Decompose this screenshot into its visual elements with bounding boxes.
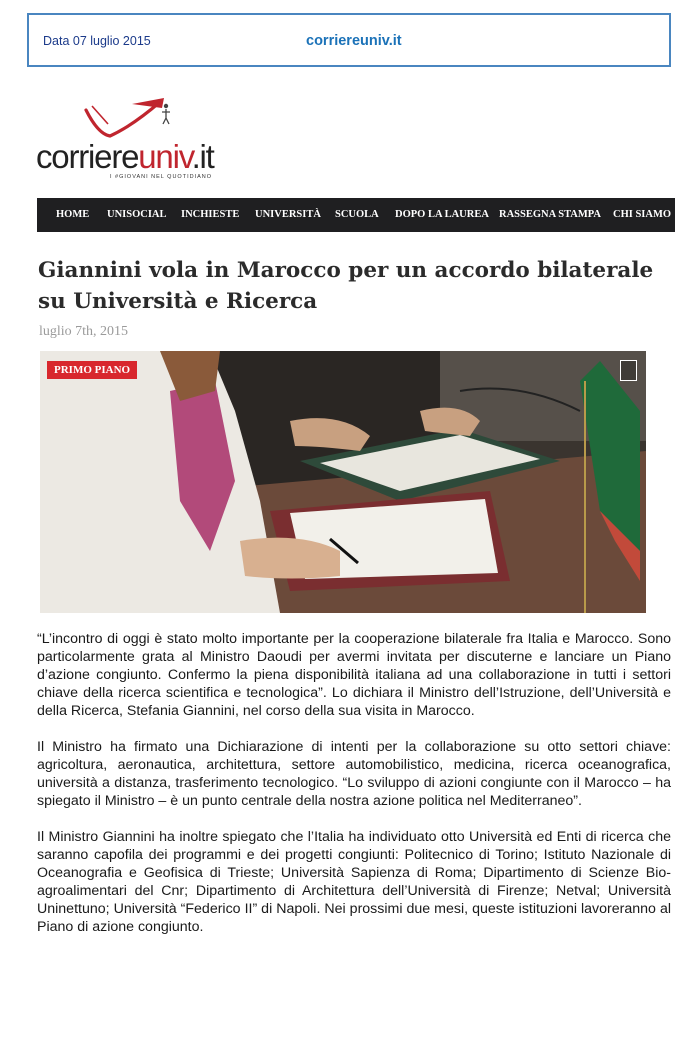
nav-universita[interactable]: UNIVERSITÀ <box>255 209 321 220</box>
nav-chi-siamo[interactable]: CHI SIAMO <box>613 209 672 220</box>
main-navigation <box>37 198 675 232</box>
article-date: luglio 7th, 2015 <box>39 324 129 339</box>
nav-scuola[interactable]: SCUOLA <box>335 209 379 220</box>
article-body <box>37 630 671 954</box>
logo-wordmark: corriereuniv.it <box>36 138 214 175</box>
clipping-header <box>27 13 671 67</box>
article-photo <box>40 351 646 613</box>
article-paragraph-1: “L’incontro di oggi è stato molto importante per la cooperazione bilaterale fra Italia e Marocco. Sono particolarmente grata al Ministro Daoudi per avermi invitata per discuterne e lanciare un Piano d’azione congiunto. Confermo la piena disponibilità italiana ad una collaborazione in tutti i settori chiave della ricerca scientifica e tecnologica”. Lo dichiara il Ministro dell’Istruzione, dell’Università e della Ricerca, Stefania Giannini, nel corso della sua visita in Marocco. <box>37 631 671 719</box>
nav-unisocial[interactable]: UNISOCIAL <box>107 209 167 220</box>
article-title: Giannini vola in Marocco per un accordo bilaterale su Università e Ricerca <box>38 258 654 314</box>
signing-ceremony-image <box>40 351 646 613</box>
clipping-source: corriereuniv.it <box>306 33 402 49</box>
logo-tagline: I #GIOVANI NEL QUOTIDIANO <box>110 174 213 180</box>
nav-dopo-la-laurea[interactable]: DOPO LA LAUREA <box>395 209 489 220</box>
expand-icon[interactable] <box>620 360 637 381</box>
article-paragraph-2: Il Ministro ha firmato una Dichiarazione di intenti per la collaborazione su otto settori chiave: agricoltura, aeronautica, architettura, settore automobilistico, medicina, ricerca oceanografica, università a distanza, trasferimento tecnologico. “Lo sviluppo di azioni congiunte con il Marocco – ha spiegato il Ministro – è un punto centrale della nostra azione politica nel Mediterraneo”. <box>37 739 671 809</box>
logo-check-icon <box>36 96 226 144</box>
article-paragraph-3: Il Ministro Giannini ha inoltre spiegato che l’Italia ha individuato otto Università ed Enti di ricerca che saranno capofila dei programmi e dei progetti congiunti: Politecnico di Torino; Istituto Nazionale di Oceanografia e Geofisica di Trieste; Università Sapienza di Roma; Dipartimento di Scienze Bio-agroalimentari del Cnr; Dipartimento di Architettura dell’Università di Firenze; Netval; Università Uninettuno; Università “Federico II” di Napoli. Nei prossimi due mesi, queste istituzioni lavoreranno al Piano di azione congiunto. <box>37 829 671 935</box>
clipping-date: Data 07 luglio 2015 <box>43 34 151 48</box>
site-logo[interactable] <box>36 96 226 186</box>
nav-home[interactable]: HOME <box>56 209 90 220</box>
nav-rassegna-stampa[interactable]: RASSEGNA STAMPA <box>499 209 602 220</box>
category-badge[interactable]: PRIMO PIANO <box>47 361 137 379</box>
nav-inchieste[interactable]: INCHIESTE <box>181 209 240 220</box>
